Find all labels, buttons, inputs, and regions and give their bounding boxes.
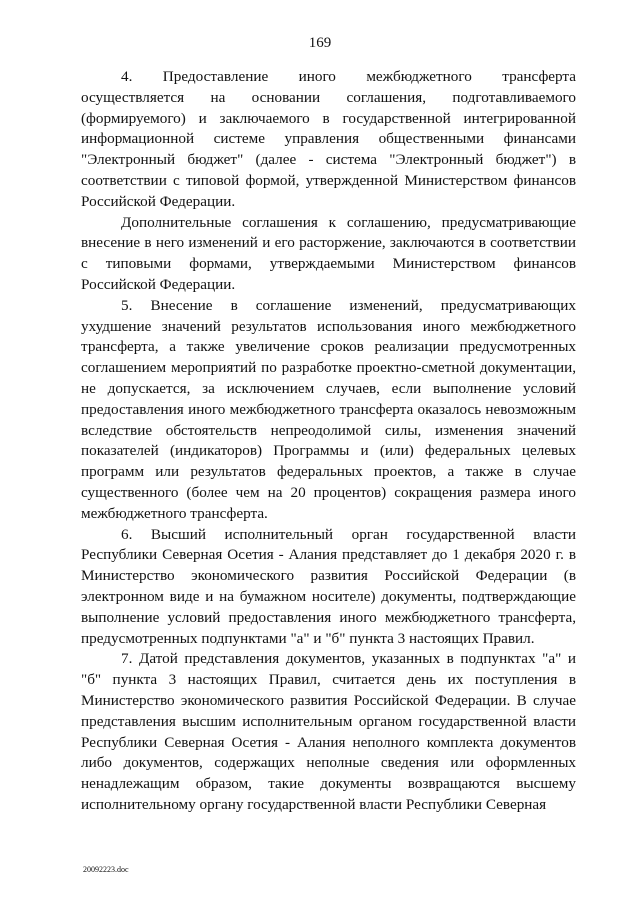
paragraph-clause-5: 5. Внесение в соглашение изменений, предусматривающих ухудшение значений результатов использования иного межбюджетного трансферта, а также увеличение сроков реализации предусмотренных соглашением мероприятий по разработке проектно-сметной документации, не допускается, за исключением случаев, если выполнение условий предоставления иного межбюджетного трансферта оказалось невозможным вследствие обстоятельств непреодолимой силы, изменения значений показателей (индикаторов) Программы и (или) федеральных целевых программ или результатов федеральных проектов, а также в случае существенного (более чем на 20 процентов) сокращения размера иного межбюджетного трансферта. bbox=[81, 296, 576, 522]
paragraph-clause-4: 4. Предоставление иного межбюджетного трансферта осуществляется на основании соглашения, подготавливаемого (формируемого) и заключаемого в государственной интегрированной информационной системе управления общественными финансами "Электронный бюджет" (далее - система "Электронный бюджет") в соответствии с типовой формой, утвержденной Министерством финансов Российской Федерации. bbox=[81, 68, 576, 210]
document-file-code: 20092223.doc bbox=[83, 865, 129, 874]
page-number: 169 bbox=[308, 35, 332, 51]
paragraph-additional-agreements: Дополнительные соглашения к соглашению, предусматривающие внесение в него изменений и его расторжение, заключаются в соответствии с типовыми формами, утверждаемыми Министерством финансов Российской Федерации. bbox=[81, 213, 576, 293]
document-body bbox=[81, 67, 576, 816]
paragraph-clause-6: 6. Высший исполнительный орган государственной власти Республики Северная Осетия - Алания представляет до 1 декабря 2020 г. в Министерство экономического развития Российской Федерации (в электронном виде и на бумажном носителе) документы, подтверждающие выполнение условий предоставления иного межбюджетного трансферта, предусмотренных подпунктами "а" и "б" пункта 3 настоящих Правил. bbox=[81, 525, 576, 647]
paragraph-clause-7: 7. Датой представления документов, указанных в подпунктах "а" и "б" пункта 3 настоящих Правил, считается день их поступления в Министерство экономического развития Российской Федерации. В случае представления высшим исполнительным органом государственной власти Республики Северная Осетия - Алания неполного комплекта документов либо документов, содержащих неполные сведения или оформленных ненадлежащим образом, такие документы возвращаются высшему исполнительному органу государственной власти Республики Северная bbox=[81, 650, 576, 813]
